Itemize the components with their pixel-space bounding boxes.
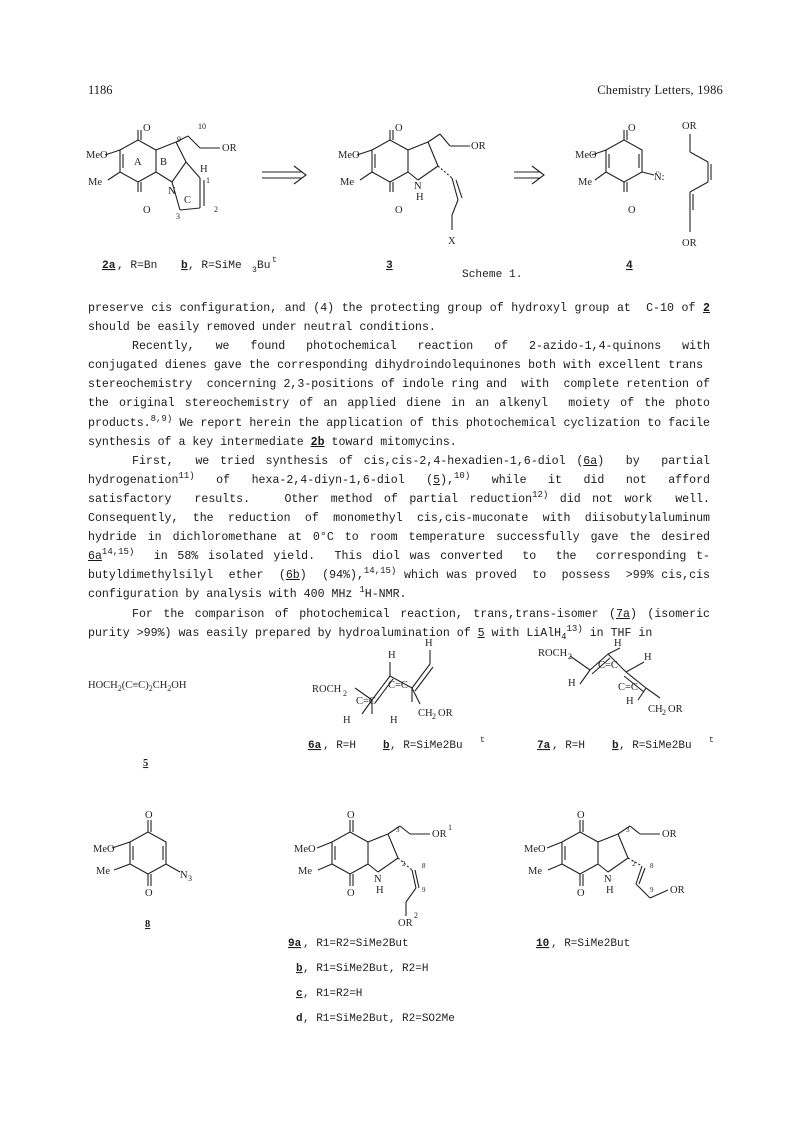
journal-header: Chemistry Letters, 1986: [597, 83, 723, 97]
svg-text:ROCH: ROCH: [538, 648, 568, 659]
label-9d-rest: , R1=SiMe2But, R2=SO2Me: [303, 1013, 455, 1025]
svg-text:O: O: [395, 123, 403, 134]
svg-text:H: H: [644, 652, 652, 663]
svg-text:O: O: [628, 123, 636, 134]
label-2a: 2a: [102, 260, 116, 272]
svg-text:2: 2: [214, 205, 218, 214]
svg-text:O: O: [145, 810, 153, 821]
svg-text:O: O: [395, 205, 403, 216]
svg-text:3: 3: [188, 874, 192, 883]
svg-text:8: 8: [422, 862, 426, 870]
compound-structures: [0, 630, 793, 1030]
svg-text:8: 8: [650, 862, 654, 870]
svg-text:H: H: [614, 638, 622, 649]
svg-text:H: H: [376, 885, 384, 896]
svg-text:MeO: MeO: [575, 150, 597, 161]
svg-text:O: O: [577, 888, 585, 899]
svg-text:3: 3: [396, 826, 400, 834]
svg-text:MeO: MeO: [338, 150, 360, 161]
label-6b: b: [383, 740, 390, 752]
svg-text:H: H: [416, 192, 424, 203]
label-9d: d: [296, 1013, 303, 1025]
svg-text:N: N: [414, 181, 422, 192]
label-9b: b: [296, 963, 303, 975]
svg-text:A: A: [134, 157, 142, 168]
svg-text:C=C: C=C: [356, 696, 376, 707]
svg-text:H: H: [606, 885, 614, 896]
paragraph-4: For the comparison of photochemical reaction, trans,trans-isomer (7a) (isomeric purity >99%) was easily prepared by hydroalumination of 5 with LiAlH$_4^{13)}$ in THF in: [88, 607, 711, 642]
svg-text:3: 3: [626, 826, 630, 834]
label-8: 8: [145, 919, 151, 930]
svg-text:O: O: [143, 205, 151, 216]
svg-text:Me: Me: [340, 177, 354, 188]
svg-text:H: H: [388, 650, 396, 661]
svg-text:MeO: MeO: [524, 844, 546, 855]
svg-text:OR: OR: [438, 708, 453, 719]
svg-text:MeO: MeO: [86, 150, 108, 161]
label-2b: b: [181, 260, 188, 272]
svg-text:CH: CH: [648, 704, 663, 715]
svg-text:10: 10: [198, 122, 206, 131]
svg-text:t: t: [480, 736, 485, 745]
svg-text:N: N: [168, 186, 176, 197]
svg-text:2: 2: [568, 652, 572, 661]
label-7b-rest: , R=SiMe2Bu: [619, 740, 692, 752]
label-7a: 7a: [537, 740, 551, 752]
svg-text:OR: OR: [471, 141, 486, 152]
svg-text:ROCH: ROCH: [312, 684, 342, 695]
svg-text:C=C: C=C: [388, 680, 408, 691]
svg-text:2: 2: [414, 911, 418, 920]
svg-text:C=C: C=C: [618, 682, 638, 693]
svg-text:Me: Me: [528, 866, 542, 877]
label-6a: 6a: [308, 740, 322, 752]
svg-text:O: O: [145, 888, 153, 899]
label-2b-rest: , R=SiMe: [188, 260, 242, 272]
svg-text:Me: Me: [298, 866, 312, 877]
svg-text:OR: OR: [222, 143, 237, 154]
svg-text:OR: OR: [682, 238, 697, 249]
svg-text:N: N: [180, 870, 188, 881]
svg-text:OR: OR: [670, 885, 685, 896]
paragraph-1: preserve cis configuration, and (4) the protecting group of hydroxyl group at C-10 of 2 should be easily removed under neutral conditions.: [88, 302, 710, 335]
label-6a-rest: , R=H: [323, 740, 357, 752]
svg-text:B: B: [160, 157, 168, 168]
label-5: 5: [143, 758, 149, 769]
svg-text:O: O: [577, 810, 585, 821]
label-3: 3: [386, 260, 393, 272]
svg-text:MeO: MeO: [93, 844, 115, 855]
svg-text:O: O: [347, 810, 355, 821]
label-6b-rest: , R=SiMe2Bu: [390, 740, 463, 752]
svg-text:1: 1: [448, 823, 452, 832]
svg-text:2: 2: [632, 860, 636, 868]
svg-text:9: 9: [650, 886, 654, 894]
svg-text:OR: OR: [662, 829, 677, 840]
svg-text:H: H: [343, 715, 351, 726]
svg-text:Bu: Bu: [257, 260, 271, 272]
svg-text:t: t: [709, 736, 714, 745]
label-10-rest: , R=SiMe2But: [551, 938, 631, 950]
svg-text:Me: Me: [88, 177, 102, 188]
scheme-1: [0, 105, 793, 295]
page-number: 1186: [88, 83, 113, 97]
svg-text:CH: CH: [418, 708, 433, 719]
svg-text:Me: Me: [578, 177, 592, 188]
svg-text:1: 1: [206, 176, 210, 185]
svg-text:2: 2: [432, 712, 436, 721]
svg-text:OR: OR: [432, 829, 447, 840]
svg-text:H: H: [626, 696, 634, 707]
svg-text:O: O: [347, 888, 355, 899]
svg-text:9: 9: [177, 135, 181, 144]
svg-text:O: O: [143, 123, 151, 134]
paragraph-3: First, we tried synthesis of cis,cis-2,4-hexadien-1,6-diol (6a) by partial hydrogenation$^{11)}$ of hexa-2,4-diyn-1,6-diol (5),$^{10)}$ while it did not afford satisfactory results. Other method of partial reduction$^{12)}$ did not work well. Consequently, the reduction of monomethyl cis,cis-muconate with diisobutylaluminum hydride in dichloromethane at 0°C to room temperature successfully gave the desired $6a^{14,15)}$ in 58% isolated yield. This diol was converted to the corresponding t-butyldimethylsilyl ether (6b) (94%),$^{14,15)}$ which was proved to possess >99% cis,cis configuration by analysis with 400 MHz $^1$H-NMR.: [88, 454, 711, 602]
label-9a: 9a: [288, 938, 302, 950]
svg-text:H: H: [568, 678, 576, 689]
svg-text:H: H: [200, 164, 208, 175]
svg-text:Me: Me: [96, 866, 110, 877]
label-9c-rest: , R1=R2=H: [303, 988, 363, 1000]
body-text: [88, 299, 710, 643]
compound-5-formula: $HOCH_2(C\equiv C)_2CH_2OH$: [88, 680, 187, 693]
svg-text:N: N: [604, 874, 612, 885]
svg-text:t: t: [272, 256, 277, 265]
svg-text:3: 3: [252, 266, 257, 275]
svg-text:C: C: [184, 195, 192, 206]
svg-text:N: N: [374, 874, 382, 885]
svg-text:2: 2: [343, 689, 347, 698]
svg-text:MeO: MeO: [294, 844, 316, 855]
label-7a-rest: , R=H: [552, 740, 586, 752]
label-9c: c: [296, 988, 303, 1000]
label-7b: b: [612, 740, 619, 752]
paragraph-2: Recently, we found photochemical reaction of 2-azido-1,4-quinons with conjugated dienes gave the corresponding dihydroindolequinones both with excellent trans stereochemistry concerning 2,3-positions of indole ring and with complete retention of the original stereochemistry of an applied diene in an alkenyl moiety of the photo products.$^{8,9)}$ We report herein the application of this photochemical cyclization to facile synthesis of a key intermediate 2b toward mitomycins.: [88, 340, 710, 449]
svg-text:OR: OR: [398, 918, 413, 929]
svg-text:O: O: [628, 205, 636, 216]
svg-text:3: 3: [176, 212, 180, 221]
svg-text:OR: OR: [668, 704, 683, 715]
svg-text:N̈:: N̈:: [654, 172, 665, 183]
svg-text:2: 2: [662, 708, 666, 717]
svg-text:H: H: [390, 715, 398, 726]
svg-text:X: X: [448, 236, 456, 247]
svg-text:H: H: [425, 638, 433, 649]
label-10: 10: [536, 938, 550, 950]
label-9a-rest: , R1=R2=SiMe2But: [303, 938, 409, 950]
label-4: 4: [626, 260, 633, 272]
label-9b-rest: , R1=SiMe2But, R2=H: [303, 963, 429, 975]
label-2a-rest: , R=Bn: [117, 260, 158, 272]
svg-text:2: 2: [402, 860, 406, 868]
scheme-caption: Scheme 1.: [462, 269, 523, 281]
svg-text:OR: OR: [682, 121, 697, 132]
svg-text:9: 9: [422, 886, 426, 894]
svg-text:C=C: C=C: [598, 660, 618, 671]
